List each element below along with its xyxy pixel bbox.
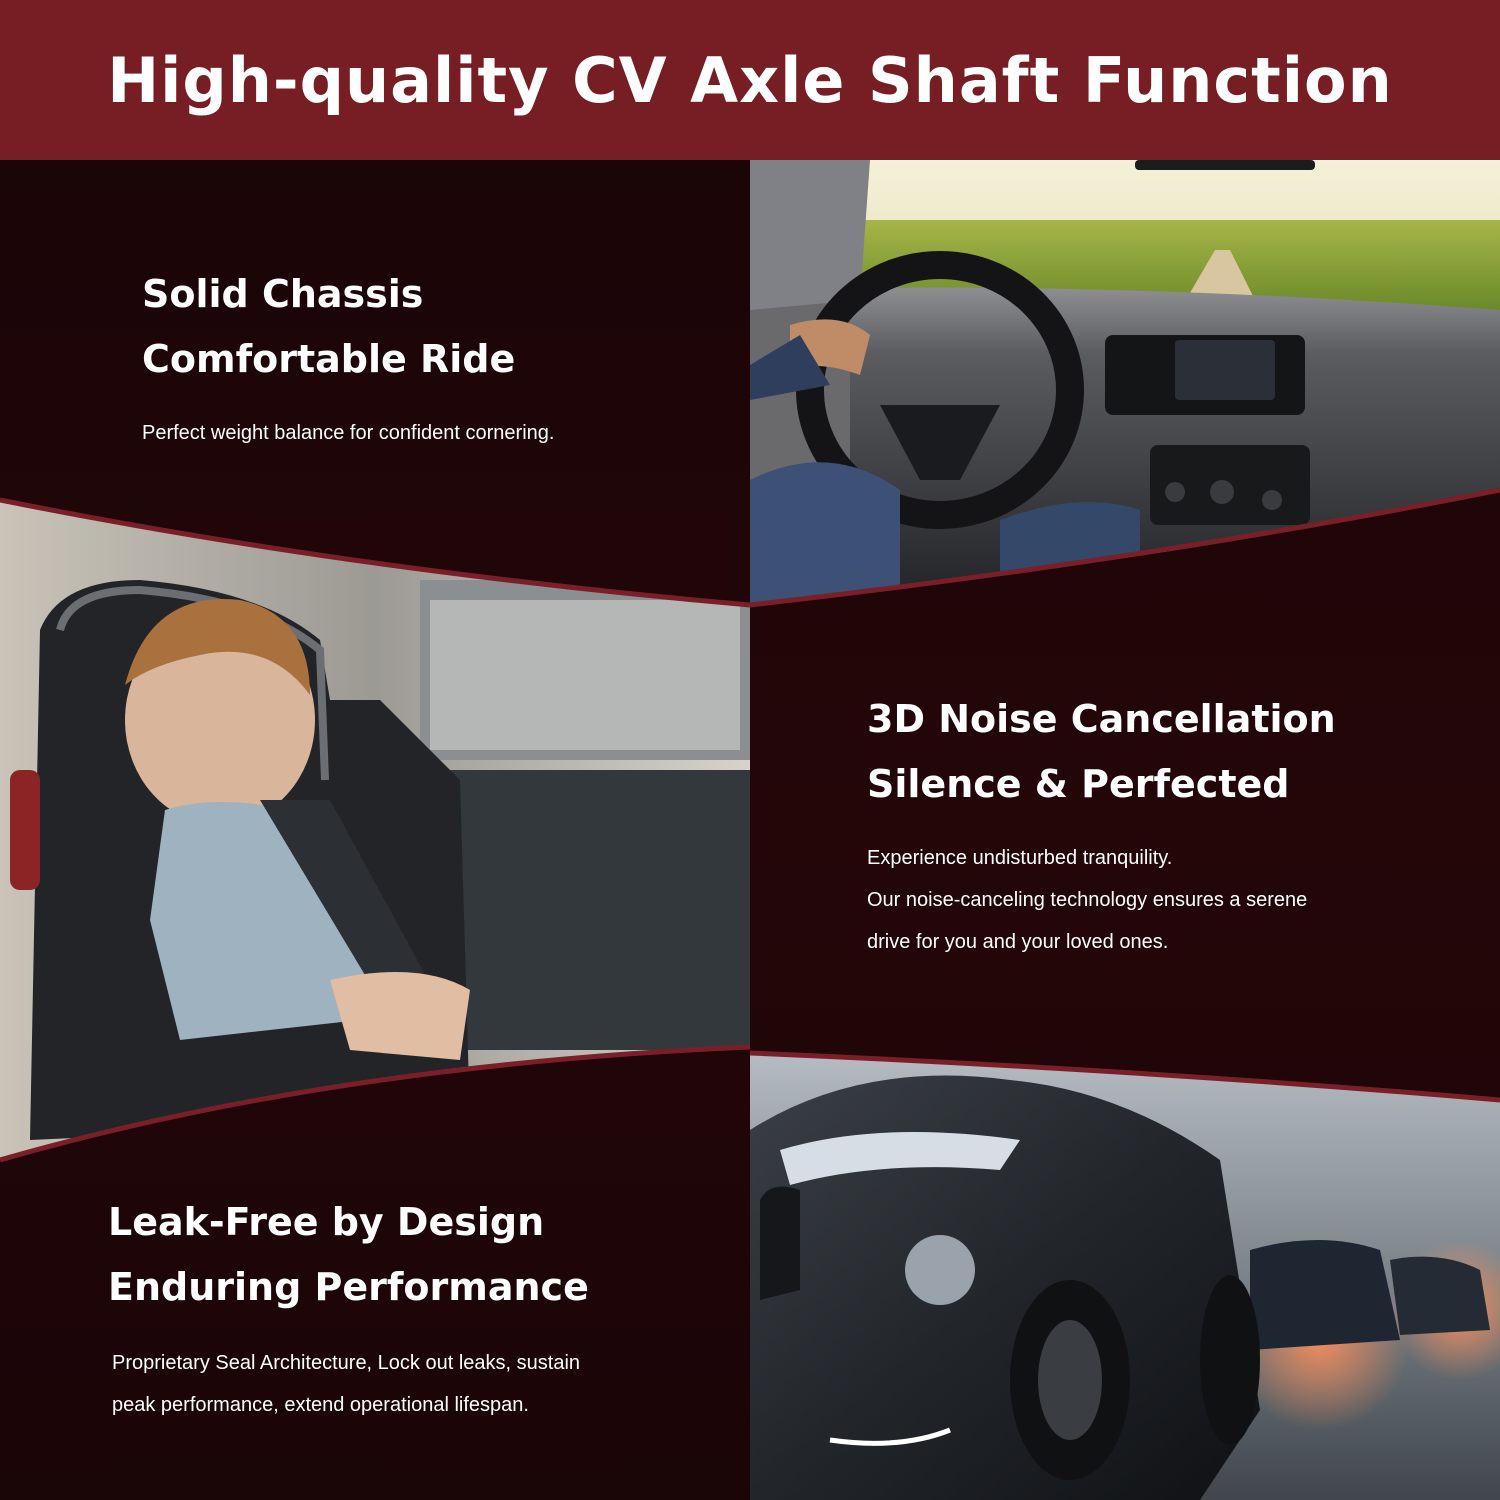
feature-description-line: Experience undisturbed tranquility. — [867, 847, 1173, 869]
page-header — [0, 0, 1500, 160]
feature-heading: Enduring Performance — [108, 1265, 589, 1309]
feature-description-line: peak performance, extend operational lifespan. — [112, 1394, 529, 1416]
feature-heading: Comfortable Ride — [142, 337, 516, 381]
feature-description-line: Proprietary Seal Architecture, Lock out leaks, sustain — [112, 1352, 581, 1374]
feature-heading: 3D Noise Cancellation — [867, 697, 1336, 741]
feature-solid-chassis — [142, 262, 554, 454]
feature-heading: Silence & Perfected — [867, 762, 1290, 806]
feature-heading: Solid Chassis — [142, 272, 424, 316]
page-title: High-quality CV Axle Shaft Function — [107, 43, 1393, 117]
feature-heading: Leak-Free by Design — [108, 1200, 545, 1244]
feature-leak-free — [108, 1190, 589, 1426]
feature-description: Perfect weight balance for confident cornering. — [142, 422, 555, 444]
feature-noise-cancellation — [867, 687, 1336, 963]
feature-description-line: drive for you and your loved ones. — [867, 931, 1169, 953]
content-canvas — [0, 160, 1500, 1500]
feature-description-line: Our noise-canceling technology ensures a serene — [867, 889, 1308, 911]
suv-photo — [750, 1040, 1500, 1500]
